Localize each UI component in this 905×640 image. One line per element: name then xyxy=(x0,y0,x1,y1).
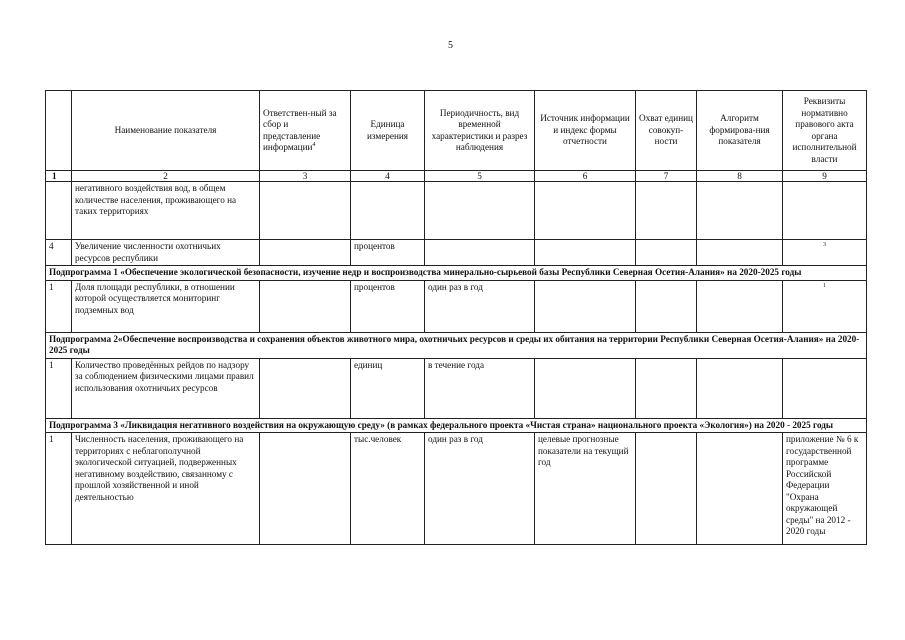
requisites-cell xyxy=(783,182,867,240)
coverage-cell xyxy=(636,433,697,545)
column-number: 3 xyxy=(260,171,351,182)
source-cell: целевые прогнозные показатели на текущий год xyxy=(535,433,636,545)
periodicity-cell: один раз в год xyxy=(425,280,535,332)
header-responsible-footnote: 4 xyxy=(312,141,316,148)
algorithm-cell xyxy=(697,182,783,240)
responsible-cell xyxy=(260,433,351,545)
row-number xyxy=(46,182,72,240)
algorithm-cell xyxy=(697,280,783,332)
algorithm-cell xyxy=(697,358,783,418)
unit-cell xyxy=(351,182,425,240)
coverage-cell xyxy=(636,182,697,240)
responsible-cell xyxy=(260,182,351,240)
column-number: 6 xyxy=(535,171,636,182)
coverage-cell xyxy=(636,358,697,418)
responsible-cell xyxy=(260,280,351,332)
subprogram-title: Подпрограмма 3 «Ликвидация негативного воздействия на окружающую среду» (в рамках федерального проекта «Чистая страна» национального проекта «Экология») на 2020 - 2025 годы xyxy=(46,418,867,433)
requisites-cell: 1 xyxy=(783,280,867,332)
indicator-name: негативного воздействия вод, в общем количестве населения, проживающего на таких территориях xyxy=(72,182,260,240)
periodicity-cell: в течение года xyxy=(425,358,535,418)
header-algorithm: Алгоритм формирова-ния показателя xyxy=(697,91,783,171)
source-cell xyxy=(535,358,636,418)
table-row xyxy=(46,280,867,332)
indicator-name: Доля площади республики, в отношении которой осуществляется мониторинг подземных вод xyxy=(72,280,260,332)
subprogram-row xyxy=(46,266,867,281)
algorithm-cell xyxy=(697,240,783,266)
row-number: 1 xyxy=(46,280,72,332)
table-row xyxy=(46,433,867,545)
table-row xyxy=(46,182,867,240)
header-source: Источник информации и индекс формы отчетности xyxy=(535,91,636,171)
periodicity-cell: один раз в год xyxy=(425,433,535,545)
indicator-name: Количество проведённых рейдов по надзору за соблюдением физическими лицами правил использования охотничьих ресурсов xyxy=(72,358,260,418)
periodicity-cell xyxy=(425,240,535,266)
column-number: 4 xyxy=(351,171,425,182)
column-number: 2 xyxy=(72,171,260,182)
coverage-cell xyxy=(636,240,697,266)
unit-cell: тыс.человек xyxy=(351,433,425,545)
column-number: 5 xyxy=(425,171,535,182)
header-periodicity: Периодичность, вид временной характеристики и разрез наблюдения xyxy=(425,91,535,171)
unit-cell: единиц xyxy=(351,358,425,418)
indicator-name: Численность населения, проживающего на территориях с неблагополучной экологической ситуацией, подверженных негативному воздействию, связанному с прошлой хозяйственной и иной деятельностью xyxy=(72,433,260,545)
unit-cell: процентов xyxy=(351,280,425,332)
table-body xyxy=(46,171,867,545)
header-unit: Единица измерения xyxy=(351,91,425,171)
responsible-cell xyxy=(260,240,351,266)
table-row xyxy=(46,358,867,418)
source-cell xyxy=(535,280,636,332)
column-number: 1 xyxy=(46,171,72,182)
header-coverage: Охват единиц совокуп-ности xyxy=(636,91,697,171)
header-col-number xyxy=(46,91,72,171)
responsible-cell xyxy=(260,358,351,418)
coverage-cell xyxy=(636,280,697,332)
table-row xyxy=(46,240,867,266)
page-number: 5 xyxy=(448,40,453,51)
algorithm-cell xyxy=(697,433,783,545)
row-number: 1 xyxy=(46,358,72,418)
subprogram-title: Подпрограмма 2«Обеспечение воспроизводства и сохранения объектов животного мира, охотничьих ресурсов и среды их обитания на территории Республики Северная Осетия-Алания» на 2020-2025 годы xyxy=(46,332,867,358)
column-number-row xyxy=(46,171,867,182)
subprogram-title: Подпрограмма 1 «Обеспечение экологической безопасности, изучение недр и воспроизводства минерально-сырьевой базы Республики Северная Осетия-Алания» на 2020-2025 годы xyxy=(46,266,867,281)
unit-cell: процентов xyxy=(351,240,425,266)
row-number: 1 xyxy=(46,433,72,545)
header-requisites: Реквизиты нормативно правового акта органа исполнительной власти xyxy=(783,91,867,171)
column-number: 9 xyxy=(783,171,867,182)
requisites-cell xyxy=(783,358,867,418)
subprogram-row xyxy=(46,418,867,433)
indicators-table xyxy=(45,90,867,545)
requisites-cell: 3 xyxy=(783,240,867,266)
column-number: 8 xyxy=(697,171,783,182)
indicator-name: Увеличение численности охотничьих ресурсов республики xyxy=(72,240,260,266)
header-responsible-text: Ответствен-ный за сбор и представление информации xyxy=(263,107,337,152)
requisites-cell: приложение № 6 к государственной программе Российской Федерации "Охрана окружающей среды" на 2012 - 2020 годы xyxy=(783,433,867,545)
source-cell xyxy=(535,182,636,240)
subprogram-row xyxy=(46,332,867,358)
header-indicator-name: Наименование показателя xyxy=(72,91,260,171)
column-number: 7 xyxy=(636,171,697,182)
header-responsible xyxy=(260,91,351,171)
periodicity-cell xyxy=(425,182,535,240)
source-cell xyxy=(535,240,636,266)
header-row xyxy=(46,91,867,171)
row-number: 4 xyxy=(46,240,72,266)
